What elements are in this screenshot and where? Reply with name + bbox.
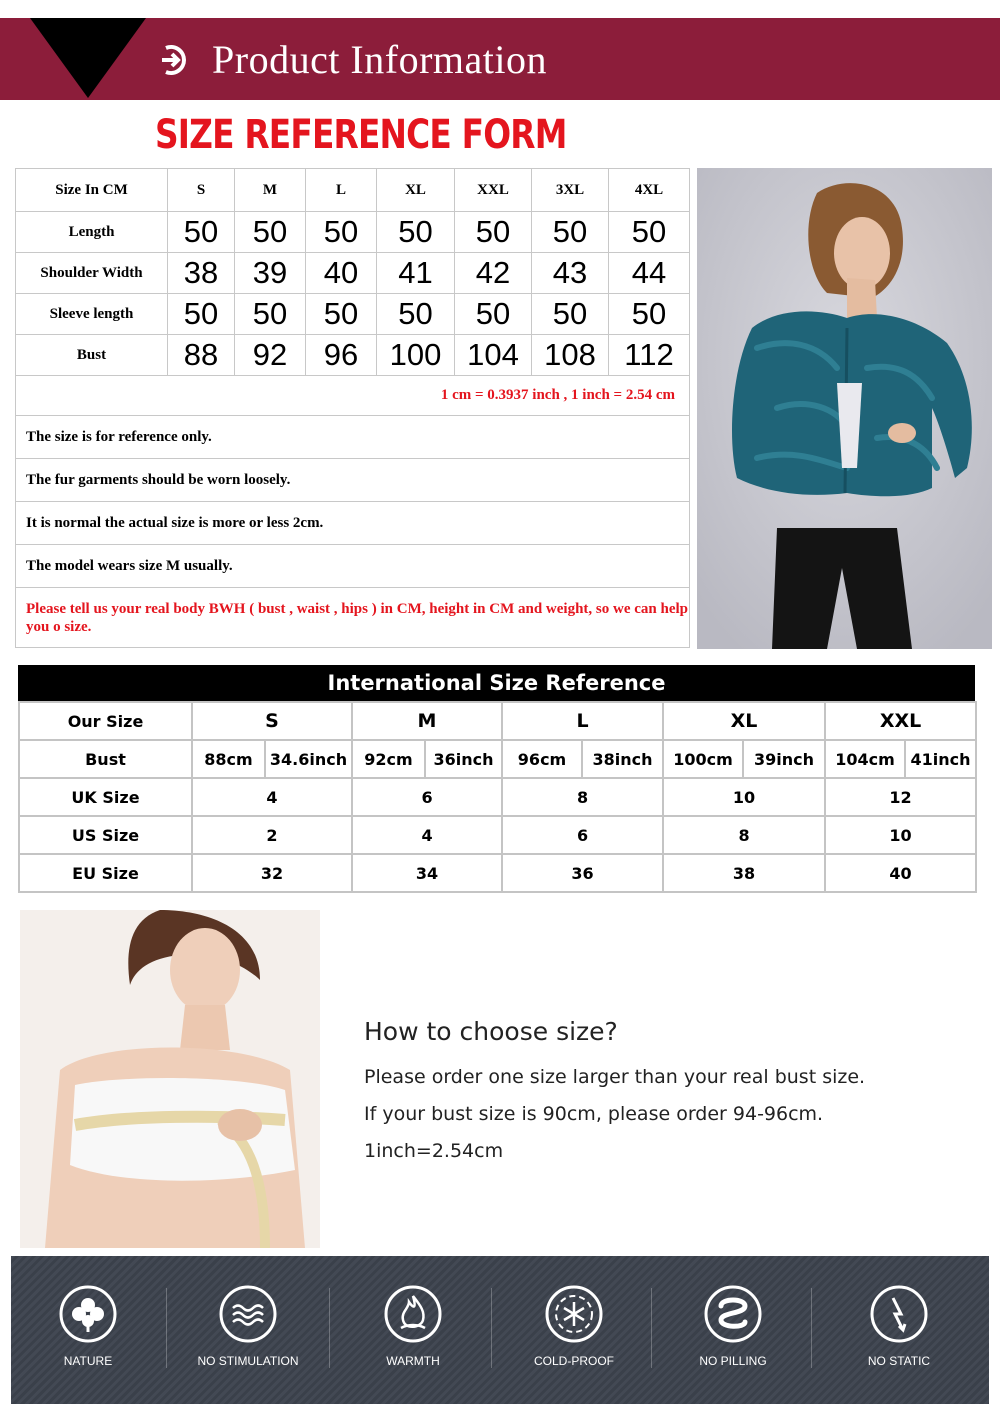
- lightning-icon: [869, 1284, 929, 1344]
- how-to-line: 1inch=2.54cm: [364, 1140, 504, 1162]
- model-photo: [697, 168, 992, 649]
- cell-value: 50: [306, 294, 377, 335]
- cell-value: 4: [192, 778, 352, 816]
- row-label: UK Size: [19, 778, 192, 816]
- clover-icon: [58, 1284, 118, 1344]
- feature-warmth: [348, 1284, 478, 1368]
- cell-value: 112: [609, 335, 690, 376]
- intl-header-row: [19, 702, 976, 740]
- table-row: [19, 816, 976, 854]
- cell-value: 10: [825, 816, 976, 854]
- feature-label: NO PILLING: [699, 1354, 767, 1368]
- arrow-right-icon: [158, 44, 190, 76]
- cell-value: 108: [532, 335, 609, 376]
- note-row: [16, 502, 690, 545]
- request-row: [16, 588, 690, 648]
- size-col-header: S: [168, 169, 235, 212]
- cell-value: 50: [168, 294, 235, 335]
- measuring-illustration: [20, 910, 320, 1248]
- cell-value: 39: [235, 253, 306, 294]
- feature-no-stimulation: [183, 1284, 313, 1368]
- cell-value: 50: [532, 294, 609, 335]
- size-col-header: XXL: [455, 169, 532, 212]
- row-label: Bust: [16, 335, 168, 376]
- cell-value: 32: [192, 854, 352, 892]
- table-row: [16, 253, 690, 294]
- model-illustration: [697, 168, 992, 649]
- feature-strip: [11, 1256, 989, 1404]
- bust-inch: 34.6inch: [265, 740, 352, 778]
- size-col-header: 4XL: [609, 169, 690, 212]
- header-title: Product Information: [212, 37, 547, 82]
- cell-value: 88: [168, 335, 235, 376]
- table-row: [16, 335, 690, 376]
- bust-row: [19, 740, 976, 778]
- bust-inch: 36inch: [425, 740, 502, 778]
- cell-value: 50: [609, 294, 690, 335]
- note-text: The fur garments should be worn loosely.: [16, 459, 690, 502]
- row-label: US Size: [19, 816, 192, 854]
- size-col-header: S: [192, 702, 352, 740]
- cell-value: 34: [352, 854, 502, 892]
- cell-value: 4: [352, 816, 502, 854]
- cell-value: 50: [455, 294, 532, 335]
- how-to-line: Please order one size larger than your real bust size.: [364, 1066, 866, 1088]
- divider: [491, 1288, 492, 1368]
- swirl-icon: [703, 1284, 763, 1344]
- divider: [651, 1288, 652, 1368]
- request-note: Please tell us your real body BWH ( bust , waist , hips ) in CM, height in CM and weight, so we can help you o size.: [16, 588, 690, 648]
- divider: [811, 1288, 812, 1368]
- bust-cm: 96cm: [502, 740, 582, 778]
- cell-value: 50: [532, 212, 609, 253]
- how-to-line: If your bust size is 90cm, please order 94-96cm.: [364, 1103, 824, 1125]
- feature-no-static: [834, 1284, 964, 1368]
- cell-value: 96: [306, 335, 377, 376]
- feature-label: COLD-PROOF: [533, 1354, 614, 1368]
- cell-value: 50: [377, 212, 455, 253]
- bust-cm: 88cm: [192, 740, 265, 778]
- size-col-header: XL: [377, 169, 455, 212]
- cell-value: 38: [663, 854, 825, 892]
- size-header-row: [16, 169, 690, 212]
- feature-label: NO STATIC: [867, 1354, 931, 1368]
- size-col-header: M: [352, 702, 502, 740]
- cell-value: 50: [168, 212, 235, 253]
- note-text: The size is for reference only.: [16, 416, 690, 459]
- cell-value: 6: [502, 816, 663, 854]
- corner-label: Size In CM: [16, 169, 168, 212]
- table-row: [19, 778, 976, 816]
- row-label: EU Size: [19, 854, 192, 892]
- international-title: International Size Reference: [18, 665, 975, 701]
- feature-cold-proof: [509, 1284, 639, 1368]
- note-row: [16, 545, 690, 588]
- size-col-header: L: [306, 169, 377, 212]
- feature-no-pilling: [668, 1284, 798, 1368]
- international-size-table: [18, 701, 977, 893]
- feature-label: NATURE: [63, 1354, 113, 1368]
- size-col-header: L: [502, 702, 663, 740]
- cell-value: 12: [825, 778, 976, 816]
- row-label: Length: [16, 212, 168, 253]
- bust-inch: 41inch: [905, 740, 976, 778]
- cell-value: 6: [352, 778, 502, 816]
- cell-value: 50: [377, 294, 455, 335]
- cell-value: 40: [825, 854, 976, 892]
- feature-label: WARMTH: [386, 1354, 440, 1368]
- cell-value: 8: [502, 778, 663, 816]
- cell-value: 2: [192, 816, 352, 854]
- row-label: Shoulder Width: [16, 253, 168, 294]
- cell-value: 50: [235, 212, 306, 253]
- bust-inch: 39inch: [743, 740, 825, 778]
- cell-value: 10: [663, 778, 825, 816]
- cell-value: 50: [455, 212, 532, 253]
- cell-value: 50: [235, 294, 306, 335]
- cell-value: 42: [455, 253, 532, 294]
- cell-value: 104: [455, 335, 532, 376]
- cell-value: 92: [235, 335, 306, 376]
- size-col-header: 3XL: [532, 169, 609, 212]
- cell-value: 100: [377, 335, 455, 376]
- bust-cm: 92cm: [352, 740, 425, 778]
- size-col-header: XXL: [825, 702, 976, 740]
- cell-value: 50: [609, 212, 690, 253]
- bust-cm: 104cm: [825, 740, 905, 778]
- cell-value: 41: [377, 253, 455, 294]
- bust-inch: 38inch: [582, 740, 663, 778]
- table-row: [19, 854, 976, 892]
- size-col-header: XL: [663, 702, 825, 740]
- flame-icon: [383, 1284, 443, 1344]
- measuring-photo: [20, 910, 320, 1248]
- size-reference-title: SIZE REFERENCE FORM: [155, 112, 567, 158]
- how-to-title: How to choose size?: [364, 1017, 618, 1046]
- table-row: [16, 212, 690, 253]
- conversion-row: [16, 376, 690, 416]
- snowflake-icon: [544, 1284, 604, 1344]
- cell-value: 38: [168, 253, 235, 294]
- cell-value: 50: [306, 212, 377, 253]
- cell-value: 36: [502, 854, 663, 892]
- corner-label: Our Size: [19, 702, 192, 740]
- size-col-header: M: [235, 169, 306, 212]
- cell-value: 43: [532, 253, 609, 294]
- row-label: Bust: [19, 740, 192, 778]
- note-text: The model wears size M usually.: [16, 545, 690, 588]
- note-row: [16, 416, 690, 459]
- row-label: Sleeve length: [16, 294, 168, 335]
- note-row: [16, 459, 690, 502]
- feature-label: NO STIMULATION: [197, 1354, 299, 1368]
- conversion-note: 1 cm = 0.3937 inch , 1 inch = 2.54 cm: [16, 376, 690, 416]
- cell-value: 40: [306, 253, 377, 294]
- feature-nature: [23, 1284, 153, 1368]
- note-text: It is normal the actual size is more or less 2cm.: [16, 502, 690, 545]
- cell-value: 8: [663, 816, 825, 854]
- size-reference-table: [15, 168, 690, 648]
- table-row: [16, 294, 690, 335]
- divider: [166, 1288, 167, 1368]
- waves-icon: [218, 1284, 278, 1344]
- divider: [329, 1288, 330, 1368]
- bust-cm: 100cm: [663, 740, 743, 778]
- header-triangle: [30, 18, 146, 98]
- cell-value: 44: [609, 253, 690, 294]
